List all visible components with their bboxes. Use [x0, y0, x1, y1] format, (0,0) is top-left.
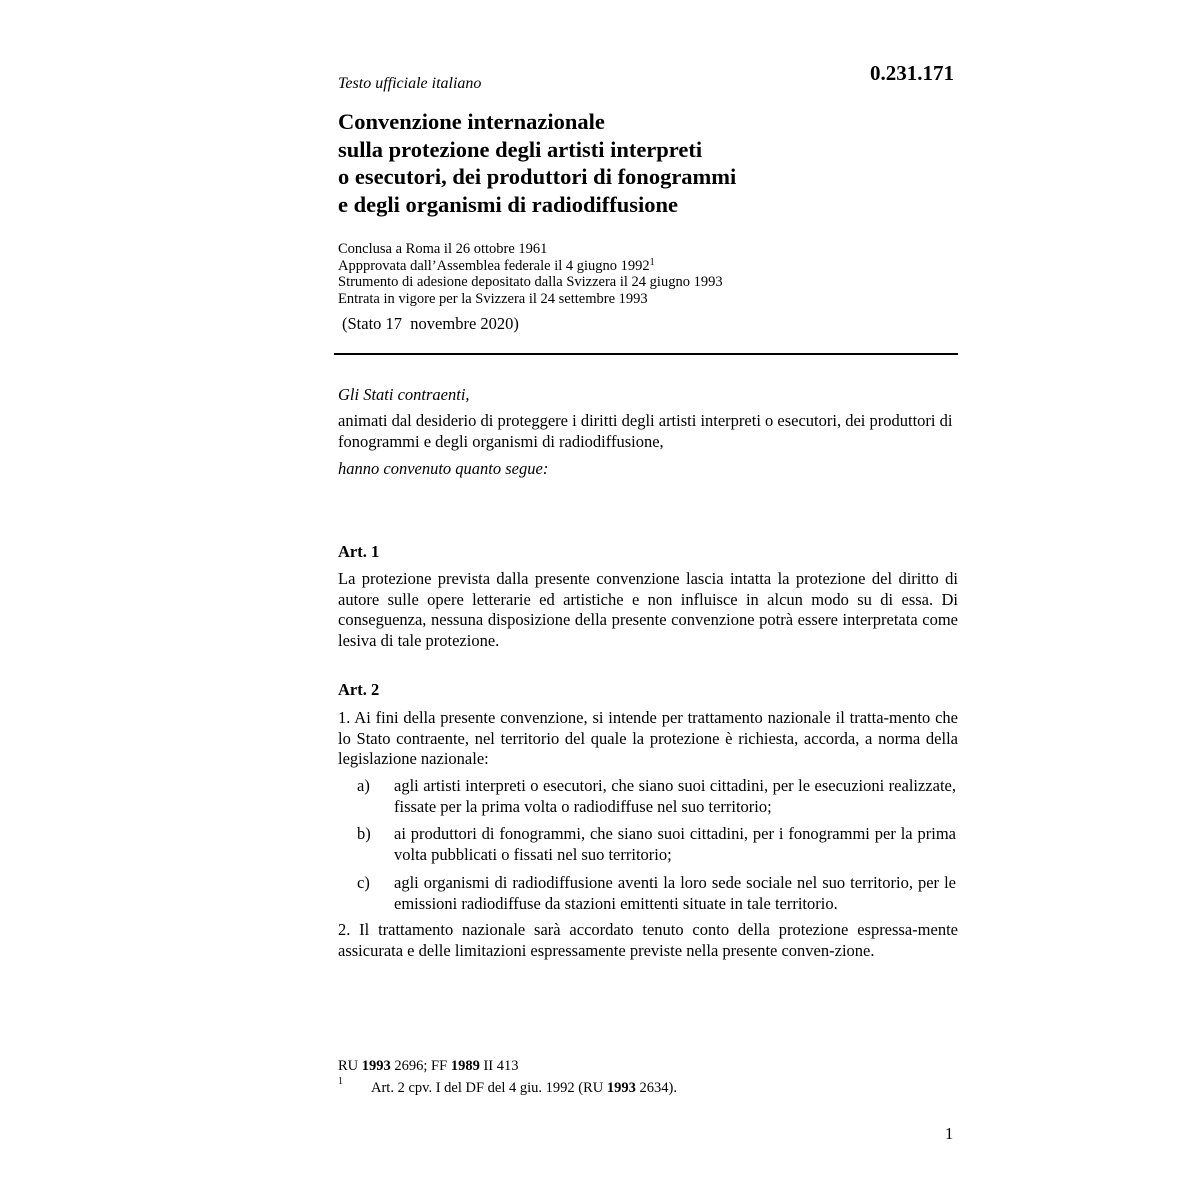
approved-line — [338, 258, 958, 275]
approved-text: Appprovata dall’Assemblea federale il 4 giugno 1992 — [338, 257, 650, 274]
footnote-text-suffix: 2634). — [635, 1080, 677, 1096]
footnote-text — [371, 1080, 677, 1097]
footnote-text-prefix: Art. 2 cpv. I del DF del 4 giu. 1992 (RU — [371, 1080, 607, 1096]
instrument-line: Strumento di adesione depositato dalla Svizzera il 24 giugno 1993 — [338, 274, 723, 290]
page-number: 1 — [945, 1124, 954, 1143]
list-text: agli artisti interpreti o esecutori, che siano suoi cittadini, per le esecuzioni realizzate, fissate per la prima volta o radiodiffuse nel suo territorio; — [394, 776, 956, 816]
official-compilation-reference — [338, 1058, 519, 1075]
preamble-closing: hanno convenuto quanto segue: — [338, 459, 549, 478]
footnote-mark: 1 — [649, 256, 655, 268]
footnote-number: 1 — [338, 1076, 343, 1087]
in-force-line: Entrata in vigore per la Svizzera il 24 settembre 1993 — [338, 290, 648, 307]
article-2-paragraph-1: 1. Ai fini della presente convenzione, si intende per trattamento nazionale il tratta-mento che lo Stato contraente, nel territorio del quale la protezione è richiesta, accorda, a norma della legislazione nazionale: — [338, 708, 958, 768]
ref-ff-rest: II 413 — [479, 1058, 519, 1074]
title-line: sulla protezione degli artisti interpreti — [338, 136, 703, 162]
article-1-heading: Art. 1 — [338, 542, 380, 561]
list-letter: c) — [357, 873, 370, 892]
preamble-intro: Gli Stati contraenti, — [338, 385, 470, 404]
preamble-text: animati dal desiderio di proteggere i diritti degli artisti interpreti o esecutori, dei produttori di fonogrammi e degli organismi di radiodiffusione, — [338, 411, 953, 451]
header-divider — [334, 353, 958, 355]
list-text: agli organismi di radiodiffusione aventi la loro sede sociale nel suo territorio, per le emissioni radiodiffuse da stazioni emittenti situate in tale territorio. — [394, 873, 956, 913]
footnote-text-year: 1993 — [606, 1080, 636, 1096]
ref-ru-year: 1993 — [361, 1058, 391, 1074]
article-1-text: La protezione prevista dalla presente convenzione lascia intatta la protezione del diritto di autore sulle opere letterarie ed artistiche e non influisce in alcun modo su di essa. Di conseguenza, nessuna disposizione della presente convenzione potrà essere interpretata come lesiva di tale protezione. — [338, 569, 958, 650]
sr-number: 0.231.171 — [870, 61, 954, 85]
concluded-line: Conclusa a Roma il 26 ottobre 1961 — [338, 241, 548, 257]
ref-ff-year: 1989 — [450, 1058, 480, 1074]
title-line: e degli organismi di radiodiffusione — [338, 191, 679, 217]
ref-ru-prefix: RU — [338, 1058, 362, 1074]
status-line: (Stato 17 novembre 2020) — [342, 314, 519, 333]
official-text-label: Testo ufficiale italiano — [338, 75, 482, 92]
title-line: Convenzione internazionale — [338, 109, 605, 134]
article-2-paragraph-2: 2. Il trattamento nazionale sarà accordato tenuto conto della protezione espressa-mente assicurata e delle limitazioni espressamente previste nella presente conven-zione. — [338, 920, 958, 960]
list-letter: a) — [357, 776, 370, 795]
list-text: ai produttori di fonogrammi, che siano suoi cittadini, per i fonogrammi per la prima volta pubblicati o fissati nel suo territorio; — [394, 824, 956, 864]
article-2-heading: Art. 2 — [338, 680, 380, 699]
document-title — [338, 108, 958, 218]
ref-ru-page: 2696; FF — [390, 1058, 451, 1074]
document-metadata — [338, 241, 958, 307]
title-line: o esecutori, dei produttori di fonogrammi — [338, 164, 737, 189]
list-letter: b) — [357, 824, 371, 843]
